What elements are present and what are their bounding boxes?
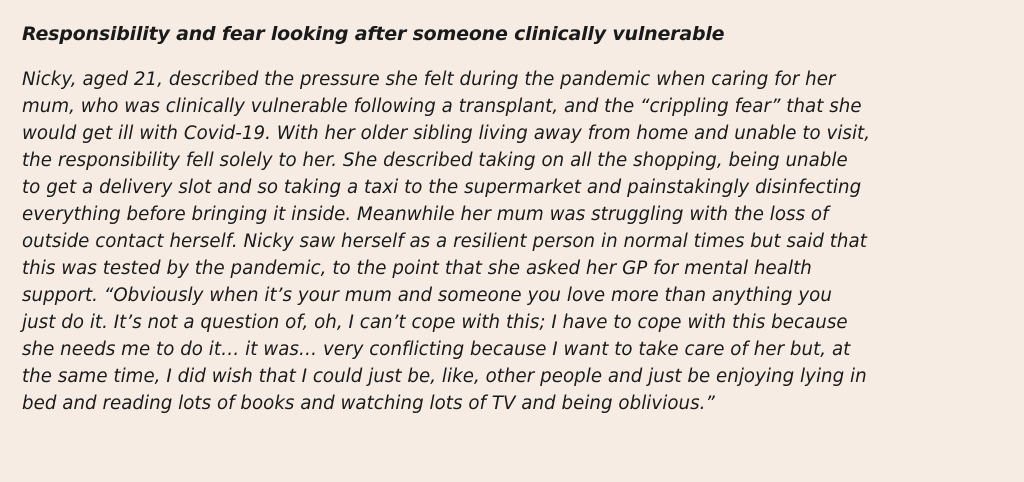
paragraph-line: just do it. It’s not a question of, oh, I can’t cope with this; I have to cope with this because	[22, 312, 848, 333]
paragraph-line: would get ill with Covid-19. With her older sibling living away from home and unable to visit,	[22, 123, 871, 144]
paragraph-line: she needs me to do it… it was… very conflicting because I want to take care of her but, at	[22, 339, 851, 360]
paragraph-line: everything before bringing it inside. Meanwhile her mum was struggling with the loss of	[22, 204, 829, 225]
case-study-paragraph	[22, 66, 1002, 417]
paragraph-line: support. “Obviously when it’s your mum and someone you love more than anything you	[22, 285, 832, 306]
paragraph-line: the responsibility fell solely to her. She described taking on all the shopping, being unable	[22, 150, 848, 171]
paragraph-line: the same time, I did wish that I could just be, like, other people and just be enjoying lying in	[22, 366, 867, 387]
paragraph-line: to get a delivery slot and so taking a taxi to the supermarket and painstakingly disinfecting	[22, 177, 862, 198]
case-study-heading: Responsibility and fear looking after someone clinically vulnerable	[22, 23, 725, 45]
paragraph-line: outside contact herself. Nicky saw herself as a resilient person in normal times but said that	[22, 231, 867, 252]
paragraph-line: this was tested by the pandemic, to the point that she asked her GP for mental health	[22, 258, 812, 279]
paragraph-line: bed and reading lots of books and watching lots of TV and being oblivious.”	[22, 393, 715, 414]
paragraph-line: mum, who was clinically vulnerable following a transplant, and the “crippling fear” that she	[22, 96, 862, 117]
paragraph-line: Nicky, aged 21, described the pressure she felt during the pandemic when caring for her	[22, 69, 836, 90]
